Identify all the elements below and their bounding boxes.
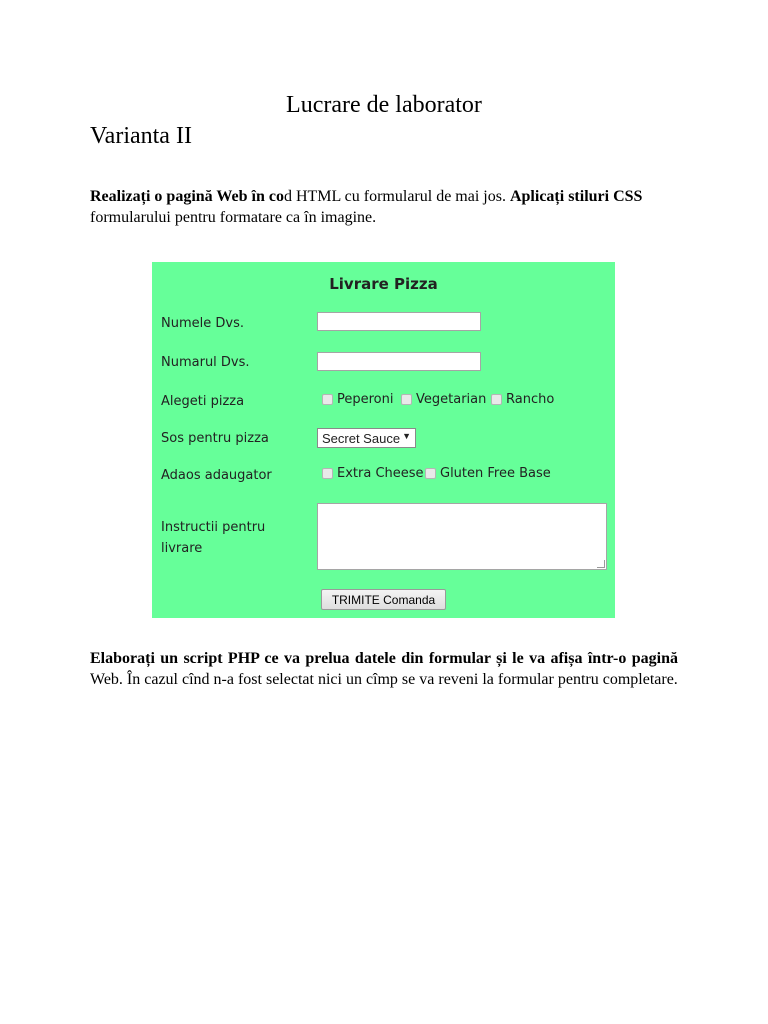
- document-title: Lucrare de laborator: [286, 92, 482, 118]
- resize-grip-icon[interactable]: [597, 560, 605, 568]
- pizza-option-vegetarian[interactable]: [401, 392, 486, 407]
- task-bold-2: Aplicați stiluri CSS: [509, 188, 643, 205]
- pizza-option-rancho[interactable]: [491, 392, 554, 407]
- rancho-checkbox[interactable]: [491, 394, 502, 405]
- instructions-label-line1: Instructii pentru: [161, 520, 266, 535]
- instructions-textarea[interactable]: [317, 503, 607, 570]
- sauce-selected-value: Secret Sauce: [322, 430, 401, 446]
- gluten-free-checkbox[interactable]: [425, 468, 436, 479]
- pizza-option-peperoni[interactable]: [322, 392, 394, 407]
- number-label: Numarul Dvs.: [161, 355, 250, 370]
- extra-options: [318, 466, 608, 487]
- task-paragraph-1: [90, 186, 680, 228]
- peperoni-checkbox[interactable]: [322, 394, 333, 405]
- rancho-label: Rancho: [506, 392, 555, 407]
- extra-cheese-checkbox[interactable]: [322, 468, 333, 479]
- peperoni-label: Peperoni: [337, 392, 394, 407]
- submit-order-button[interactable]: TRIMITE Comanda: [321, 589, 446, 610]
- dropdown-arrow-icon: ▼: [402, 431, 411, 441]
- extra-cheese-label: Extra Cheese: [337, 466, 424, 481]
- task-bold-1: Realizați o pagină Web în co: [90, 188, 284, 205]
- vegetarian-label: Vegetarian: [416, 392, 487, 407]
- pizza-label: Alegeti pizza: [161, 394, 245, 409]
- task2-bold: Elaborați un script PHP ce va prelua datele din formular și le va afișa într-o pagină: [90, 650, 678, 667]
- number-input[interactable]: [317, 352, 481, 371]
- task-text-2: formularului pentru formatare ca în imagine.: [90, 209, 377, 226]
- extra-option-gluten-free[interactable]: [425, 466, 551, 481]
- sauce-label: Sos pentru pizza: [161, 431, 269, 446]
- document-subtitle: Varianta II: [90, 123, 192, 149]
- name-input[interactable]: [317, 312, 481, 331]
- form-title: Livrare Pizza: [329, 275, 438, 293]
- vegetarian-checkbox[interactable]: [401, 394, 412, 405]
- pizza-options: [318, 392, 608, 413]
- instructions-label-line2: livrare: [161, 541, 203, 556]
- task-paragraph-2: [90, 648, 678, 690]
- task2-text: Web. În cazul cînd n-a fost selectat nici un cîmp se va reveni la formular pentru completare.: [90, 671, 678, 688]
- extra-option-cheese[interactable]: [322, 466, 424, 481]
- sauce-select[interactable]: [317, 428, 416, 448]
- extra-label: Adaos adaugator: [161, 468, 272, 483]
- gluten-free-label: Gluten Free Base: [440, 466, 551, 481]
- task-text-1: d HTML cu formularul de mai jos.: [283, 188, 510, 205]
- name-label: Numele Dvs.: [161, 316, 244, 331]
- pizza-form: [152, 262, 615, 618]
